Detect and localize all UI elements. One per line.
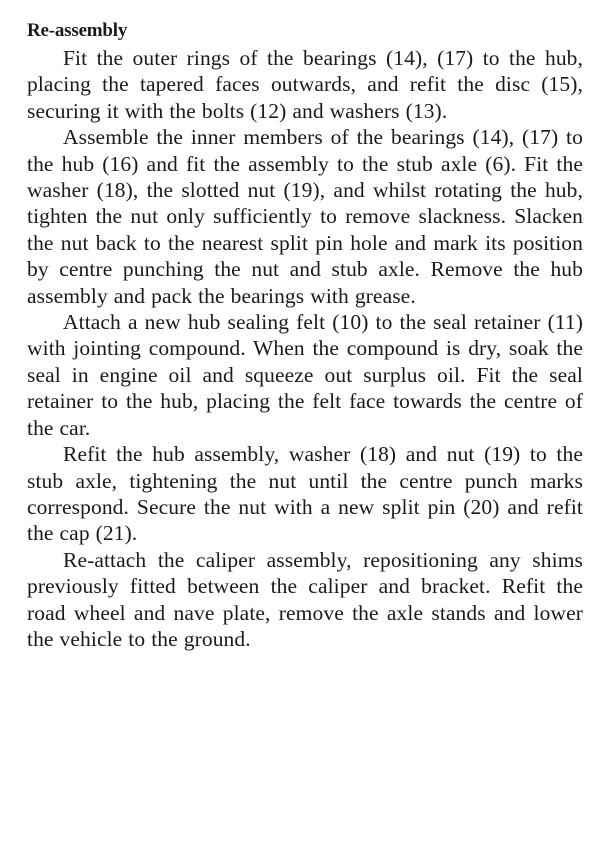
section-heading: Re-assembly	[27, 20, 128, 41]
paragraph-reattach-caliper: Re-attach the caliper assembly, repositioning any shims previously fitted between the caliper and bracket. Refit the road wheel and nave plate, remove the axle stands and lower the vehicle to the ground.	[27, 547, 583, 651]
paragraph-attach-sealing-felt: Attach a new hub sealing felt (10) to the seal retainer (11) with jointing compound. When the compound is dry, soak the seal in engine oil and squeeze out surplus oil. Fit the seal retainer to the hub, placing the felt face towards the centre of the car.	[27, 310, 583, 440]
document-page	[27, 18, 583, 652]
paragraph-fit-outer-rings: Fit the outer rings of the bearings (14), (17) to the hub, placing the tapered faces outwards, and refit the disc (15), securing it with the bolts (12) and washers (13).	[27, 46, 583, 123]
paragraph-refit-hub-assembly: Refit the hub assembly, washer (18) and nut (19) to the stub axle, tightening the nut until the centre punch marks correspond. Secure the nut with a new split pin (20) and refit the cap (21).	[27, 442, 583, 546]
paragraph-assemble-inner-members: Assemble the inner members of the bearings (14), (17) to the hub (16) and fit the assembly to the stub axle (6). Fit the washer (18), the slotted nut (19), and whilst rotating the hub, tighten the nut only sufficiently to remove slackness. Slacken the nut back to the nearest split pin hole and mark its position by centre punching the nut and stub axle. Remove the hub assembly and pack the bearings with grease.	[27, 125, 583, 308]
